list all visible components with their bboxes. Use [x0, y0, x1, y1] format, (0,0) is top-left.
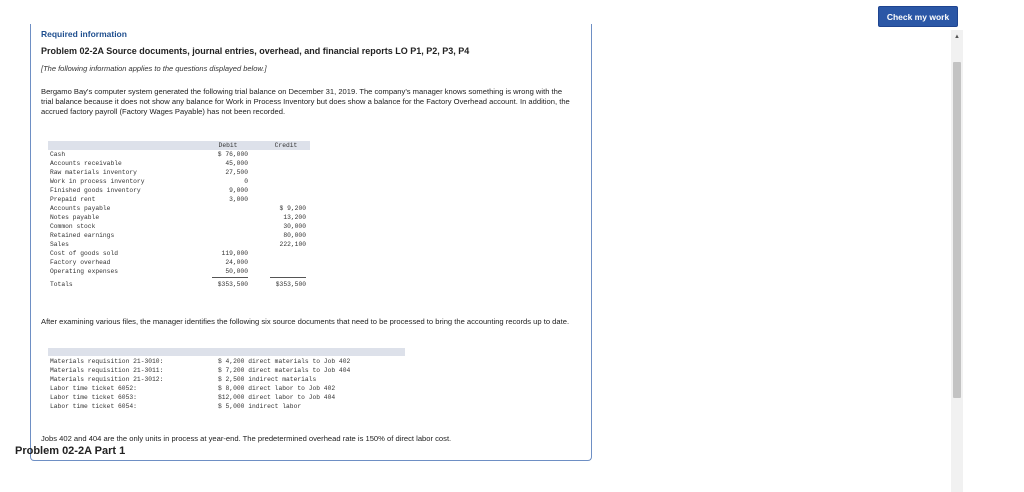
table-row [48, 223, 310, 232]
credit-value: 222,100 [279, 241, 306, 248]
credit-header: Credit [274, 142, 298, 149]
after-paragraph: After examining various files, the manager identifies the following six source documents that need to be processed to bring the accounting records up to date. [41, 317, 570, 326]
scrollbar-thumb[interactable] [953, 62, 961, 398]
document-name: Materials requisition 21-3011: [50, 367, 164, 374]
debit-value: 50,000 [225, 268, 248, 275]
account-name: Accounts payable [50, 205, 111, 212]
list-item [48, 394, 405, 403]
account-name: Sales [50, 241, 69, 248]
account-name: Retained earnings [50, 232, 115, 239]
table-row [48, 259, 310, 268]
table-row [48, 205, 310, 214]
table-row [48, 187, 310, 196]
account-name: Prepaid rent [50, 196, 96, 203]
table-row [48, 268, 310, 277]
totals-row [48, 281, 310, 290]
debit-value: 0 [244, 178, 248, 185]
table-row [48, 178, 310, 187]
table-row [48, 151, 310, 160]
trial-balance-header [48, 141, 310, 150]
debit-total: $353,500 [217, 281, 248, 288]
account-name: Cash [50, 151, 66, 158]
debit-value: 27,500 [225, 169, 248, 176]
vertical-scrollbar[interactable] [951, 30, 963, 492]
list-item [48, 403, 405, 412]
table-row [48, 160, 310, 169]
document-description: $ 5,000 indirect labor [218, 403, 302, 410]
debit-value: 119,000 [221, 250, 248, 257]
list-item [48, 376, 405, 385]
document-name: Materials requisition 21-3012: [50, 376, 164, 383]
debit-value: 3,000 [229, 196, 248, 203]
table-row [48, 241, 310, 250]
debit-value: 45,000 [225, 160, 248, 167]
intro-paragraph: Bergamo Bay's computer system generated the following trial balance on December 31, 2019. The company's manager knows something is wrong with the trial balance because it does not show any balance for Work in Process Inventory but does show a balance for the Factory Overhead account. In addition, the accrued factory payroll (Factory Wages Payable) has not been recorded. [41, 87, 570, 116]
debit-value: 9,000 [229, 187, 248, 194]
document-description: $ 8,000 direct labor to Job 402 [218, 385, 336, 392]
credit-value: 13,200 [283, 214, 306, 221]
account-name: Common stock [50, 223, 96, 230]
debit-underline [212, 277, 248, 278]
source-documents-table [48, 348, 405, 416]
document-description: $ 4,200 direct materials to Job 402 [218, 358, 351, 365]
source-documents-header [48, 348, 405, 356]
table-row [48, 214, 310, 223]
list-item [48, 358, 405, 367]
account-name: Totals [50, 281, 73, 288]
account-name: Cost of goods sold [50, 250, 119, 257]
table-row [48, 196, 310, 205]
credit-total: $353,500 [275, 281, 306, 288]
document-description: $ 2,500 indirect materials [218, 376, 317, 383]
scroll-up-arrow-icon[interactable]: ▲ [954, 34, 960, 40]
credit-underline [270, 277, 306, 278]
account-name: Work in process inventory [50, 178, 145, 185]
check-my-work-button[interactable]: Check my work [878, 6, 958, 27]
account-name: Operating expenses [50, 268, 119, 275]
document-name: Labor time ticket 6053: [50, 394, 137, 401]
info-note: [The following information applies to the questions displayed below.] [41, 64, 267, 73]
credit-value: $ 9,200 [279, 205, 306, 212]
document-description: $12,000 direct labor to Job 404 [218, 394, 336, 401]
list-item [48, 385, 405, 394]
document-name: Labor time ticket 6052: [50, 385, 137, 392]
debit-value: 24,000 [225, 259, 248, 266]
document-description: $ 7,200 direct materials to Job 404 [218, 367, 351, 374]
table-row [48, 250, 310, 259]
account-name: Factory overhead [50, 259, 111, 266]
problem-title: Problem 02-2A Source documents, journal entries, overhead, and financial reports LO P1, P2, P3, P4 [41, 46, 470, 56]
list-item [48, 367, 405, 376]
account-name: Raw materials inventory [50, 169, 137, 176]
jobs-paragraph: Jobs 402 and 404 are the only units in process at year-end. The predetermined overhead rate is 150% of direct labor cost. [41, 434, 452, 443]
part-title: Problem 02-2A Part 1 [15, 445, 126, 457]
required-information-heading: Required information [41, 29, 127, 39]
table-row [48, 169, 310, 178]
account-name: Finished goods inventory [50, 187, 141, 194]
document-name: Labor time ticket 6054: [50, 403, 137, 410]
table-row [48, 232, 310, 241]
account-name: Accounts receivable [50, 160, 122, 167]
debit-value: $ 76,000 [217, 151, 248, 158]
credit-value: 80,000 [283, 232, 306, 239]
credit-value: 30,000 [283, 223, 306, 230]
document-name: Materials requisition 21-3010: [50, 358, 164, 365]
trial-balance-table [48, 141, 310, 291]
debit-header: Debit [218, 142, 238, 149]
account-name: Notes payable [50, 214, 100, 221]
